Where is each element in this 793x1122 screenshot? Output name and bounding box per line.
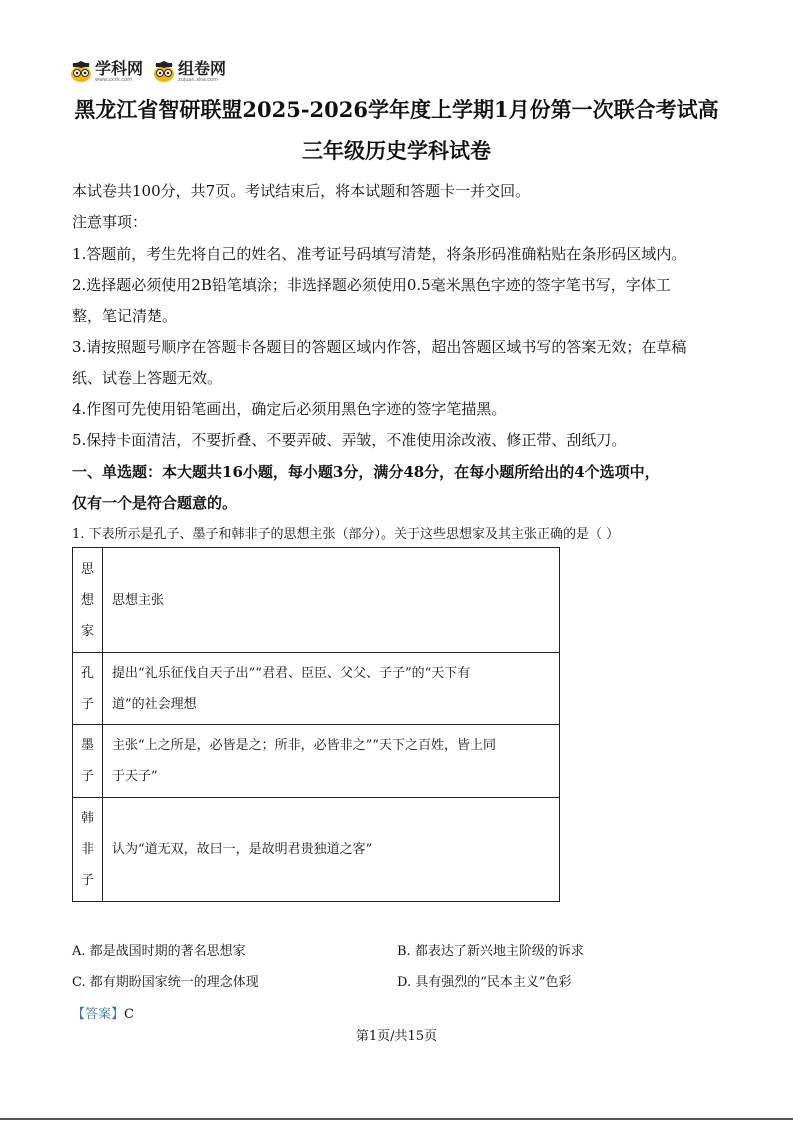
owl-mascot-icon [70,61,92,83]
option-b: B. 都表达了新兴地主阶级的诉求 [397,944,584,959]
table-row [73,798,560,902]
answer-line [72,1003,134,1022]
section-heading: 一、单选题：本大题共16小题，每小题3分，满分48分，在每小题所给出的4个选项中， [72,463,660,481]
question-1-stem: 1. 下表所示是孔子、墨子和韩非子的思想主张（部分）。关于这些思想家及其主张正确的是（ ） [72,527,620,542]
notice-item: 5.保持卡面清洁，不要折叠、不要弄破、弄皱，不准使用涂改液、修正带、刮纸刀。 [72,431,627,449]
notice-heading: 注意事项： [72,213,148,231]
header-thinker-cell: 思 想 家 [73,548,103,653]
notice-item: 整，笔记清楚。 [72,307,178,325]
owl-mascot-icon [153,61,175,83]
logo-zujuanwang [153,61,226,83]
notice-item: 1.答题前，考生先将自己的姓名、准考证号码填写清楚，将条形码准确粘贴在条形码区域内。 [72,245,687,263]
logo-xuekewang [70,61,143,83]
exam-intro: 本试卷共100分，共7页。考试结束后，将本试题和答题卡一并交回。 [72,182,531,200]
logo-text: 学科网 [95,59,144,78]
row-idea-cell: 主张“上之所是，必皆是之；所非，必皆非之”“天下之百姓，皆上同 于天子” [103,725,560,798]
answer-label: 【答案】 [72,1007,125,1022]
header-idea-cell: 思想主张 [103,548,560,653]
row-idea-cell: 认为“道无双，故曰一，是故明君贵独道之客” [103,798,560,902]
option-a: A. 都是战国时期的著名思想家 [72,944,246,959]
table-row [73,725,560,798]
logo-subtext: zujuan.xkw.com [178,77,218,83]
logo-text: 组卷网 [178,59,227,78]
notice-item: 2.选择题必须使用2B铅笔填涂；非选择题必须使用0.5毫米黑色字迹的签字笔书写，字体工 [72,276,671,294]
option-c: C. 都有期盼国家统一的理念体现 [72,975,259,990]
row-thinker-cell: 孔 子 [73,653,103,725]
table-row [73,653,560,725]
answer-value: C [124,1007,134,1022]
notice-item: 纸、试卷上答题无效。 [72,369,223,387]
exam-title-line2: 三年级历史学科试卷 [302,138,491,163]
row-thinker-cell: 墨 子 [73,725,103,798]
notice-item: 3.请按照题号顺序在答题卡各题目的答题区域内作答，超出答题区域书写的答案无效；在草稿 [72,338,687,356]
row-idea-cell: 提出“礼乐征伐自天子出”“君君、臣臣、父父、子子”的“天下有 道”的社会理想 [103,653,560,725]
page-number: 第1页/共15页 [355,1029,438,1044]
notice-item: 4.作图可先使用铅笔画出，确定后必须用黑色字迹的签字笔描黑。 [72,400,507,418]
option-d: D. 具有强烈的“民本主义”色彩 [397,975,572,990]
logo-subtext: www.zxxk.com [95,77,133,83]
row-thinker-cell: 韩 非 子 [73,798,103,902]
section-heading-cont: 仅有一个是符合题意的。 [72,494,238,512]
exam-title-line1: 黑龙江省智研联盟2025-2026学年度上学期1月份第一次联合考试高 [74,97,719,122]
table-header-row [73,548,560,653]
page-bottom-divider [0,1118,793,1120]
header-logos [70,58,236,86]
thinkers-table [72,547,560,902]
